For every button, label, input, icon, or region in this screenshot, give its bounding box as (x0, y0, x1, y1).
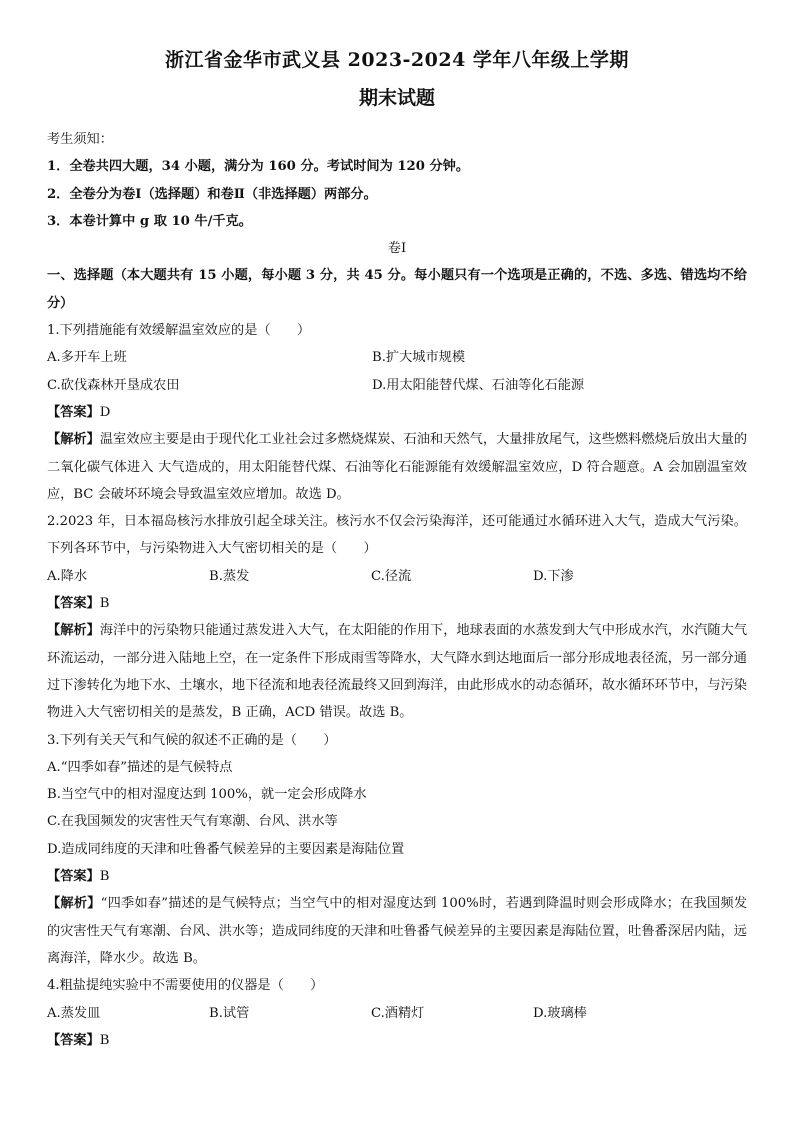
answer-line (47, 590, 747, 617)
analysis-paragraph (47, 426, 747, 508)
answer-value: B (99, 1032, 110, 1048)
notice-item: 2．全卷分为卷Ⅰ（选择题）和卷Ⅱ（非选择题）两部分。 (47, 186, 377, 202)
exam-title: 浙江省金华市武义县 2023-2024 学年八年级上学期 (165, 49, 629, 71)
option: D.用太阳能替代煤、石油等化石能源 (372, 377, 585, 393)
option: A.降水 (47, 568, 88, 584)
option: C.酒精灯 (371, 1005, 425, 1021)
answer-line (47, 399, 747, 426)
notice-item: 1．全卷共四大题，34 小题，满分为 160 分。考试时间为 120 分钟。 (47, 159, 470, 175)
notice-item: 3．本卷计算中 g 取 10 牛/千克。 (47, 213, 252, 229)
option: A.“四季如春”描述的是气候特点 (47, 759, 233, 775)
option: C.砍伐森林开垦成农田 (47, 377, 180, 393)
option: D.玻璃棒 (533, 1005, 587, 1021)
question-stem: 3.下列有关天气和气候的叙述不正确的是（ ） (47, 732, 337, 748)
answer-value: B (99, 596, 110, 612)
question-stem: 1.下列措施能有效缓解温室效应的是（ ） (47, 323, 311, 339)
option: D.造成同纬度的天津和吐鲁番气候差异的主要因素是海陆位置 (47, 841, 405, 857)
option-row (47, 563, 747, 590)
analysis-text: 温室效应主要是由于现代化工业社会过多燃烧煤炭、石油和天然气，大量排放尾气，这些燃料燃烧后放出大量的二氧化碳气体进入 大气造成的，用太阳能替代煤、石油等化石能源能有效缓解温室效应，D 符合题意。A 会加剧温室效应，BC 会破坏环境会导致温室效应增加。故选 D。 (47, 432, 748, 502)
option: A.蒸发皿 (47, 1005, 101, 1021)
option: B.扩大城市规模 (372, 350, 466, 366)
option: B.试管 (209, 1005, 250, 1021)
option: C.在我国频发的灾害性天气有寒潮、台风、洪水等 (47, 814, 338, 830)
analysis-label: 【解析】 (47, 623, 100, 639)
analysis-paragraph (47, 890, 747, 972)
exam-subtitle: 期末试题 (358, 87, 435, 109)
option: B.当空气中的相对湿度达到 100%，就一定会形成降水 (47, 787, 367, 803)
analysis-text: “四季如春”描述的是气候特点；当空气中的相对湿度达到 100%时，若遇到降温时则会形成降水；在我国频发的灾害性天气有寒潮、台风、洪水等；造成同纬度的天津和吐鲁番气候差异的主要因素是海陆位置，吐鲁番深居内陆，远离海洋，降水少。故选 B。 (47, 896, 748, 966)
option-row (47, 344, 747, 371)
answer-label: 【答案】 (47, 1032, 100, 1048)
answer-value: D (99, 404, 111, 420)
answer-label: 【答案】 (47, 404, 100, 420)
analysis-paragraph (47, 617, 747, 726)
option: C.径流 (371, 568, 412, 584)
question-stem: 4.粗盐提纯实验中不需要使用的仪器是（ ） (47, 978, 324, 994)
question-stem: 2.2023 年，日本福岛核污水排放引起全球关注。核污水不仅会污染海洋，还可能通过水循环进入大气，造成大气污染。下列各环节中，与污染物进入大气密切相关的是（ ） (47, 514, 747, 557)
volume-heading: 卷Ⅰ (387, 241, 407, 257)
analysis-label: 【解析】 (47, 432, 100, 448)
analysis-text: 海洋中的污染物只能通过蒸发进入大气，在太阳能的作用下，地球表面的水蒸发到大气中形成水汽，水汽随大气环流运动，一部分进入陆地上空，在一定条件下形成雨雪等降水，大气降水到达地面后一部分形成地表径流，另一部分通过下渗转化为地下水、土壤水，地下径流和地表径流最终又回到海洋，由此形成水的动态循环，故水循环环节中，与污染物进入大气密切相关的是蒸发，B 正确，ACD 错误。故选 B。 (47, 623, 748, 721)
notice-heading: 考生须知： (47, 132, 113, 147)
answer-line (47, 1027, 747, 1054)
answer-label: 【答案】 (47, 869, 100, 885)
option-row (47, 372, 747, 399)
option-row (47, 1000, 747, 1027)
option: D.下渗 (533, 568, 574, 584)
answer-line (47, 863, 747, 890)
answer-value: B (99, 869, 110, 885)
analysis-label: 【解析】 (47, 896, 101, 912)
option: B.蒸发 (209, 568, 250, 584)
answer-label: 【答案】 (47, 596, 100, 612)
option: A.多开车上班 (47, 350, 127, 366)
section-instructions: 一、选择题（本大题共有 15 小题，每小题 3 分，共 45 分。每小题只有一个选项是正确的，不选、多选、错选均不给分） (47, 268, 747, 311)
exam-page (47, 46, 747, 1054)
